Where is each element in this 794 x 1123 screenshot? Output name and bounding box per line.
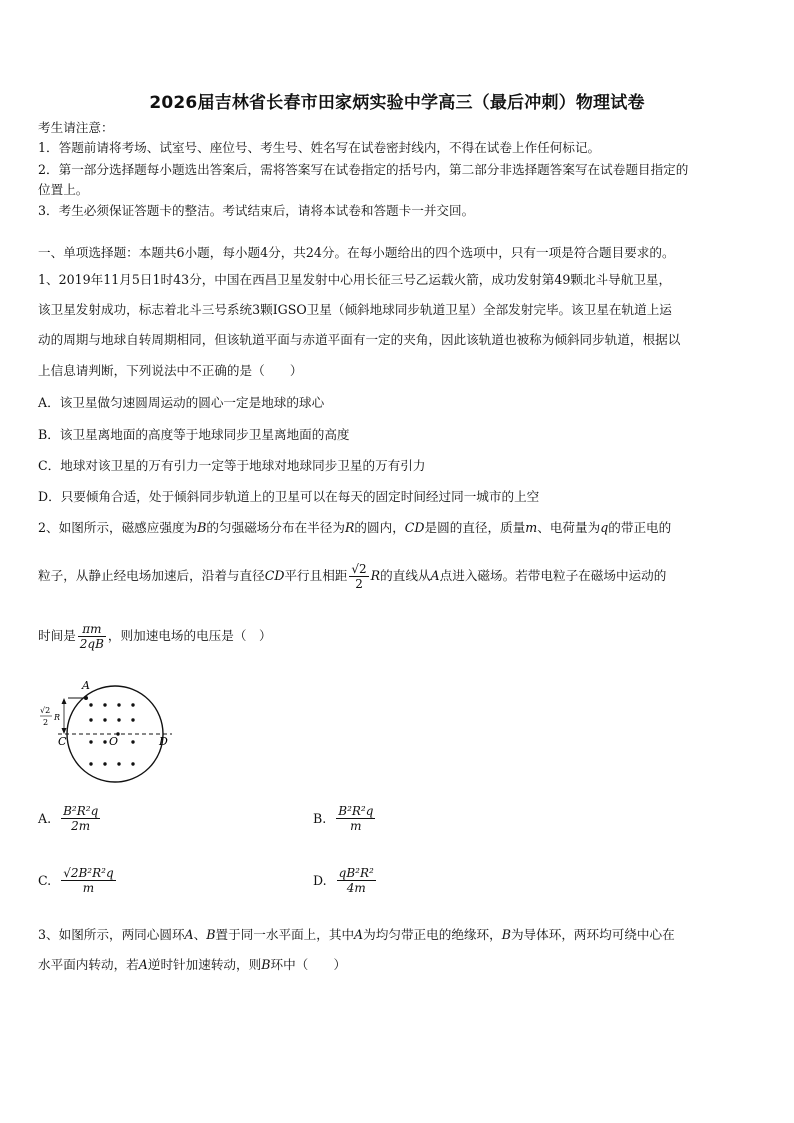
notice-item: 位置上。 bbox=[38, 182, 89, 197]
label-c: C bbox=[58, 735, 67, 748]
q3-stem-line2: 水平面内转动，若A逆时针加速转动，则B环中（ ） bbox=[38, 957, 347, 972]
q2-stem-line3: 时间是 $\frac{\pi m}{2qB}$ ，则加速电场的电压是（ ） bbox=[38, 622, 272, 651]
q1-stem-line: 动的周期与地球自转周期相同，但该轨道平面与赤道平面有一定的夹角，因此该轨道也被称为倾斜同步轨道，根据以 bbox=[38, 332, 681, 347]
q1-option-a: A．该卫星做匀速圆周运动的圆心一定是地球的球心 bbox=[38, 395, 325, 410]
page-title: 2026届吉林省长春市田家炳实验中学高三（最后冲刺）物理试卷 bbox=[149, 93, 645, 113]
q1-stem-line: 1、2019年11月5日1时43分，中国在西昌卫星发射中心用长征三号乙运载火箭，成功发射第49颗北斗导航卫星， bbox=[38, 272, 672, 287]
q1-option-d: D．只要倾角合适，处于倾斜同步轨道上的卫星可以在每天的固定时间经过同一城市的上空 bbox=[38, 489, 540, 504]
notice-heading: 考生请注意： bbox=[38, 120, 114, 135]
side-num: √2 bbox=[40, 706, 51, 715]
fraction: $\frac{\pi m}{2qB}$ bbox=[79, 622, 104, 651]
q2-stem-line2: 粒子，从静止经电场加速后，沿着与直径CD平行且相距 $\frac{√2}{2}$ R的直线从A点进入磁场。若带电粒子在磁场中运动的 bbox=[38, 562, 667, 591]
q3-stem-line1: 3、如图所示，两同心圆环A、B置于同一水平面上，其中A为均匀带正电的绝缘环，B为导体环，两环均可绕中心在 bbox=[38, 927, 675, 942]
q2-option-c: C. $\frac{\text{√2B²R²q}}{m}$ bbox=[38, 866, 114, 895]
point-a bbox=[84, 696, 88, 700]
label-o: O bbox=[109, 735, 119, 748]
q2-stem-line1: 2、如图所示，磁感应强度为B的匀强磁场分布在半径为R的圆内，CD是圆的直径，质量m、电荷量为q的带正电的 bbox=[38, 520, 672, 535]
q2-option-d: D. $\frac{\text{qB²R²}}{4m}$ bbox=[313, 866, 374, 895]
q2-option-b: B. $\frac{\text{B²R²q}}{m}$ bbox=[313, 804, 374, 833]
notice-item: 3．考生必须保证答题卡的整洁。考试结束后，请将本试卷和答题卡一并交回。 bbox=[38, 203, 475, 218]
q1-option-b: B．该卫星离地面的高度等于地球同步卫星离地面的高度 bbox=[38, 427, 350, 442]
q1-option-c: C．地球对该卫星的万有引力一定等于地球对地球同步卫星的万有引力 bbox=[38, 458, 426, 473]
section-heading: 一、单项选择题：本题共6小题，每小题4分，共24分。在每小题给出的四个选项中，只有一项是符合题目要求的。 bbox=[38, 245, 675, 260]
q1-stem-line: 上信息请判断，下列说法中不正确的是（ ） bbox=[38, 363, 303, 378]
side-r: R bbox=[54, 713, 61, 722]
side-den: 2 bbox=[43, 718, 49, 727]
notice-item: 1．答题前请将考场、试室号、座位号、考生号、姓名写在试卷密封线内，不得在试卷上作任何标记。 bbox=[38, 140, 601, 155]
q2-option-a: A. $\frac{\text{B²R²q}}{2m}$ bbox=[38, 804, 99, 833]
q1-stem-line: 该卫星发射成功，标志着北斗三号系统3颗IGSO卫星（倾斜地球同步轨道卫星）全部发射完毕。该卫星在轨道上运 bbox=[38, 302, 672, 317]
magnetic-field-diagram bbox=[38, 678, 188, 798]
fraction: $\frac{√2}{2}$ bbox=[351, 562, 367, 591]
label-a: A bbox=[82, 679, 90, 692]
notice-item: 2．第一部分选择题每小题选出答案后，需将答案写在试卷指定的括号内，第二部分非选择题答案写在试卷题目指定的 bbox=[38, 162, 689, 177]
label-d: D bbox=[159, 735, 168, 748]
